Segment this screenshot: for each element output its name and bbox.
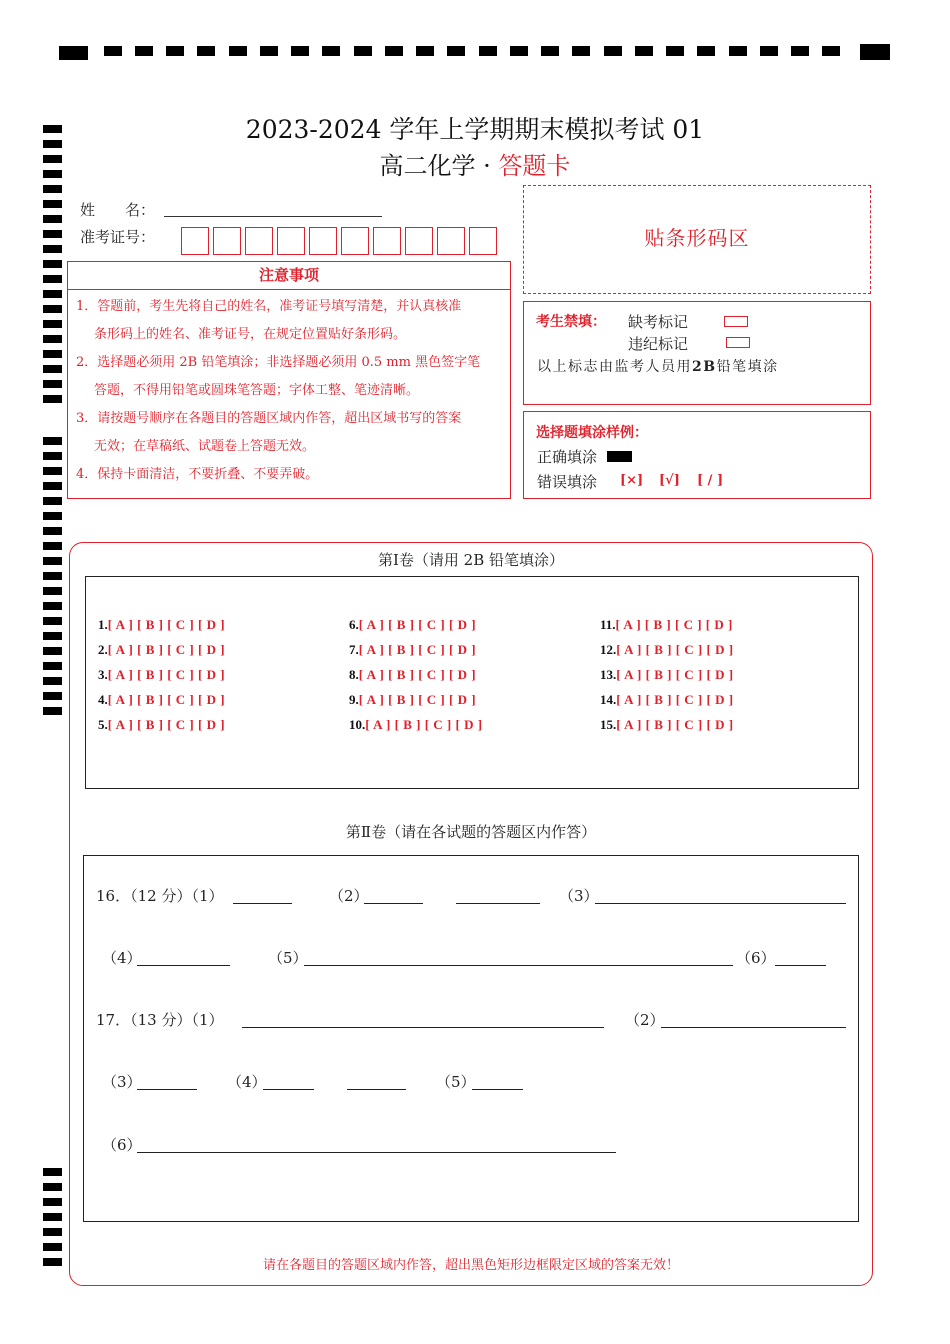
choice-question[interactable]: 9.[ A ] [ B ] [ C ] [ D ]: [349, 692, 477, 707]
page-title: 2023-2024 学年上学期期末模拟考试 01: [245, 115, 705, 144]
footer-note: 请在各题目的答题区域内作答，超出黑色矩形边框限定区域的答案无效！: [262, 1258, 679, 1273]
choice-question[interactable]: 2.[ A ] [ B ] [ C ] [ D ]: [98, 642, 226, 657]
answer-blank[interactable]: [472, 1089, 523, 1090]
choice-question[interactable]: 7.[ A ] [ B ] [ C ] [ D ]: [349, 642, 477, 657]
forbidden-note-prefix: 以上标志由监考人员用: [537, 359, 692, 375]
q16-part5-label: （5）: [268, 949, 308, 967]
choice-question[interactable]: 3.[ A ] [ B ] [ C ] [ D ]: [98, 667, 226, 682]
choice-question[interactable]: 8.[ A ] [ B ] [ C ] [ D ]: [349, 667, 477, 682]
exam-id-digit-box[interactable]: [277, 227, 305, 255]
answer-blank[interactable]: [347, 1089, 406, 1090]
exam-id-digit-box[interactable]: [437, 227, 465, 255]
q16-part4-label: （4）: [102, 949, 142, 967]
exam-id-digit-box[interactable]: [405, 227, 433, 255]
q17-part3-label: （3）: [102, 1073, 142, 1091]
q17-label: 17．（13 分）（1）: [96, 1011, 224, 1029]
notice-item: 2．选择题必须用 2B 铅笔填涂；非选择题必须用 0.5 mm 黑色签字笔: [76, 355, 481, 370]
choice-question[interactable]: 10.[ A ] [ B ] [ C ] [ D ]: [349, 717, 483, 732]
q17-part6-label: （6）: [102, 1136, 142, 1154]
notice-item: 条形码上的姓名、准考证号，在规定位置贴好条形码。: [94, 327, 407, 342]
q17-part5-label: （5）: [436, 1073, 476, 1091]
answer-blank[interactable]: [137, 1089, 197, 1090]
q16-part6-label: （6）: [736, 949, 776, 967]
wrong-fill-sample-slash: [ / ]: [697, 473, 724, 488]
wrong-fill-sample-x: [×]: [620, 473, 644, 488]
answer-blank[interactable]: [364, 903, 423, 904]
barcode-label: 贴条形码区: [644, 226, 750, 250]
answer-blank[interactable]: [456, 903, 540, 904]
part2-title: 第Ⅱ卷（请在各试题的答题区内作答）: [345, 823, 597, 841]
choice-question[interactable]: 1.[ A ] [ B ] [ C ] [ D ]: [98, 617, 226, 632]
answer-blank[interactable]: [137, 1152, 616, 1153]
exam-id-digit-box[interactable]: [373, 227, 401, 255]
notice-item: 4．保持卡面清洁，不要折叠、不要弄破。: [76, 467, 319, 482]
correct-fill-label: 正确填涂: [537, 448, 598, 466]
page-subtitle: [0, 146, 950, 181]
exam-id-digit-box[interactable]: [213, 227, 241, 255]
subject-label: 高二化学 ·: [379, 152, 499, 180]
part1-title: 第Ⅰ卷（请用 2B 铅笔填涂）: [377, 551, 565, 569]
correct-fill-sample: [607, 451, 632, 462]
answer-blank[interactable]: [233, 903, 292, 904]
wrong-fill-sample-check: [√]: [659, 473, 680, 488]
exam-id-digit-box[interactable]: [309, 227, 337, 255]
choice-question[interactable]: 13.[ A ] [ B ] [ C ] [ D ]: [600, 667, 734, 682]
answer-blank[interactable]: [304, 965, 733, 966]
exam-id-digit-box[interactable]: [181, 227, 209, 255]
exam-id-digit-box[interactable]: [341, 227, 369, 255]
answer-blank[interactable]: [661, 1027, 846, 1028]
q17-part2-label: （2）: [625, 1011, 665, 1029]
exam-id-label: 准考证号：: [80, 228, 156, 246]
forbidden-label: 考生禁填：: [536, 314, 606, 330]
name-label: 姓 名：: [80, 201, 156, 219]
choice-question[interactable]: 4.[ A ] [ B ] [ C ] [ D ]: [98, 692, 226, 707]
choice-question[interactable]: 14.[ A ] [ B ] [ C ] [ D ]: [600, 692, 734, 707]
wrong-fill-label: 错误填涂: [537, 473, 598, 491]
q16-part2-label: （2）: [329, 887, 369, 905]
choice-question[interactable]: 5.[ A ] [ B ] [ C ] [ D ]: [98, 717, 226, 732]
forbidden-note-bold: 2B: [692, 359, 717, 375]
answer-blank[interactable]: [263, 1089, 314, 1090]
q16-label: 16．（12 分）（1）: [96, 887, 224, 905]
answer-blank[interactable]: [775, 965, 826, 966]
answer-blank[interactable]: [242, 1027, 604, 1028]
choice-question[interactable]: 11.[ A ] [ B ] [ C ] [ D ]: [600, 617, 733, 632]
notice-panel: [67, 289, 511, 499]
exam-id-digit-box[interactable]: [469, 227, 497, 255]
q16-part3-label: （3）: [559, 887, 599, 905]
answer-blank[interactable]: [137, 965, 230, 966]
forbidden-note: [537, 356, 779, 376]
notice-item: 3．请按题号顺序在各题目的答题区域内作答，超出区域书写的答案: [76, 411, 462, 426]
notice-item: 无效；在草稿纸、试题卷上答题无效。: [94, 439, 316, 454]
answer-blank[interactable]: [595, 903, 846, 904]
part2-box: [83, 855, 859, 1222]
choice-question[interactable]: 15.[ A ] [ B ] [ C ] [ D ]: [600, 717, 734, 732]
sample-title: 选择题填涂样例：: [536, 425, 648, 441]
exam-id-digit-box[interactable]: [245, 227, 273, 255]
q17-part4-label: （4）: [227, 1073, 267, 1091]
absent-mark-label: 缺考标记: [628, 313, 689, 331]
forbidden-note-suffix: 铅笔填涂: [716, 359, 779, 375]
violation-mark-label: 违纪标记: [628, 335, 689, 353]
absent-mark-box[interactable]: [724, 316, 748, 327]
answer-card-label: 答题卡: [498, 152, 571, 180]
name-field[interactable]: [164, 216, 382, 217]
violation-mark-box[interactable]: [726, 337, 750, 348]
notice-item: 1．答题前，考生先将自己的姓名，准考证号填写清楚，并认真核准: [76, 299, 462, 314]
choice-question[interactable]: 6.[ A ] [ B ] [ C ] [ D ]: [349, 617, 477, 632]
notice-item: 答题，不得用铅笔或圆珠笔答题；字体工整、笔迹清晰。: [94, 383, 420, 398]
notice-title: 注意事项: [67, 261, 511, 290]
choice-question[interactable]: 12.[ A ] [ B ] [ C ] [ D ]: [600, 642, 734, 657]
